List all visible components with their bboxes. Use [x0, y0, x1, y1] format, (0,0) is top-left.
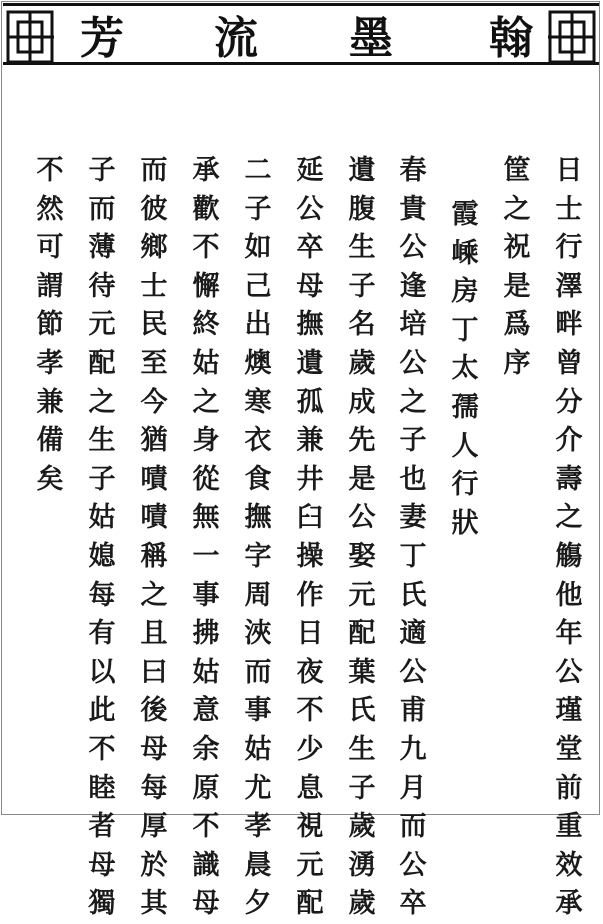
text-column: 延 公 卒 母 撫 遺 孤 兼 井 臼 操 作 日 夜 不 少 息 視 元 配 — [296, 155, 324, 920]
title-char-2: 流 — [214, 13, 258, 64]
text-column: 筐 之 祝 是 爲 序 — [503, 155, 531, 379]
title-char-1: 芳 — [80, 13, 124, 64]
text-column: 遺 腹 生 子 名 歲 成 先 是 公 娶 元 配 葉 氏 生 子 歲 湧 歲 — [348, 155, 376, 920]
fret-ornament-right-icon — [544, 8, 598, 66]
text-column: 日 士 行 澤 畔 曾 分 介 壽 之 觴 他 年 公 瑾 堂 前 重 效 承 — [555, 155, 583, 920]
header-banner — [3, 3, 599, 65]
text-column: 承 歡 不 懈 終 姑 之 身 從 無 一 事 拂 姑 意 余 原 不 識 母 — [192, 155, 220, 920]
text-column: 子 而 薄 待 元 配 之 生 子 姑 媳 每 有 以 此 不 睦 者 母 獨 — [88, 155, 116, 920]
text-column: 二 子 如 己 出 燠 寒 衣 食 撫 字 周 浹 而 事 姑 尤 孝 晨 夕 — [244, 155, 272, 920]
text-column: 不 然 可 謂 節 孝 兼 備 矣 — [36, 155, 64, 495]
text-column: 霞 嵊 房 丁 太 孺 人 行 狀 — [451, 199, 479, 539]
title-char-4: 翰 — [489, 13, 533, 64]
text-column: 春 貴 公 逢 培 公 之 子 也 妻 丁 氏 適 公 甫 九 月 而 公 卒 — [399, 155, 427, 920]
title-char-3: 墨 — [349, 13, 393, 64]
text-column: 而 彼 鄉 士 民 至 今 猶 嘖 嘖 稱 之 且 曰 後 母 每 厚 於 其 — [140, 155, 168, 920]
fret-ornament-left-icon — [4, 8, 58, 66]
